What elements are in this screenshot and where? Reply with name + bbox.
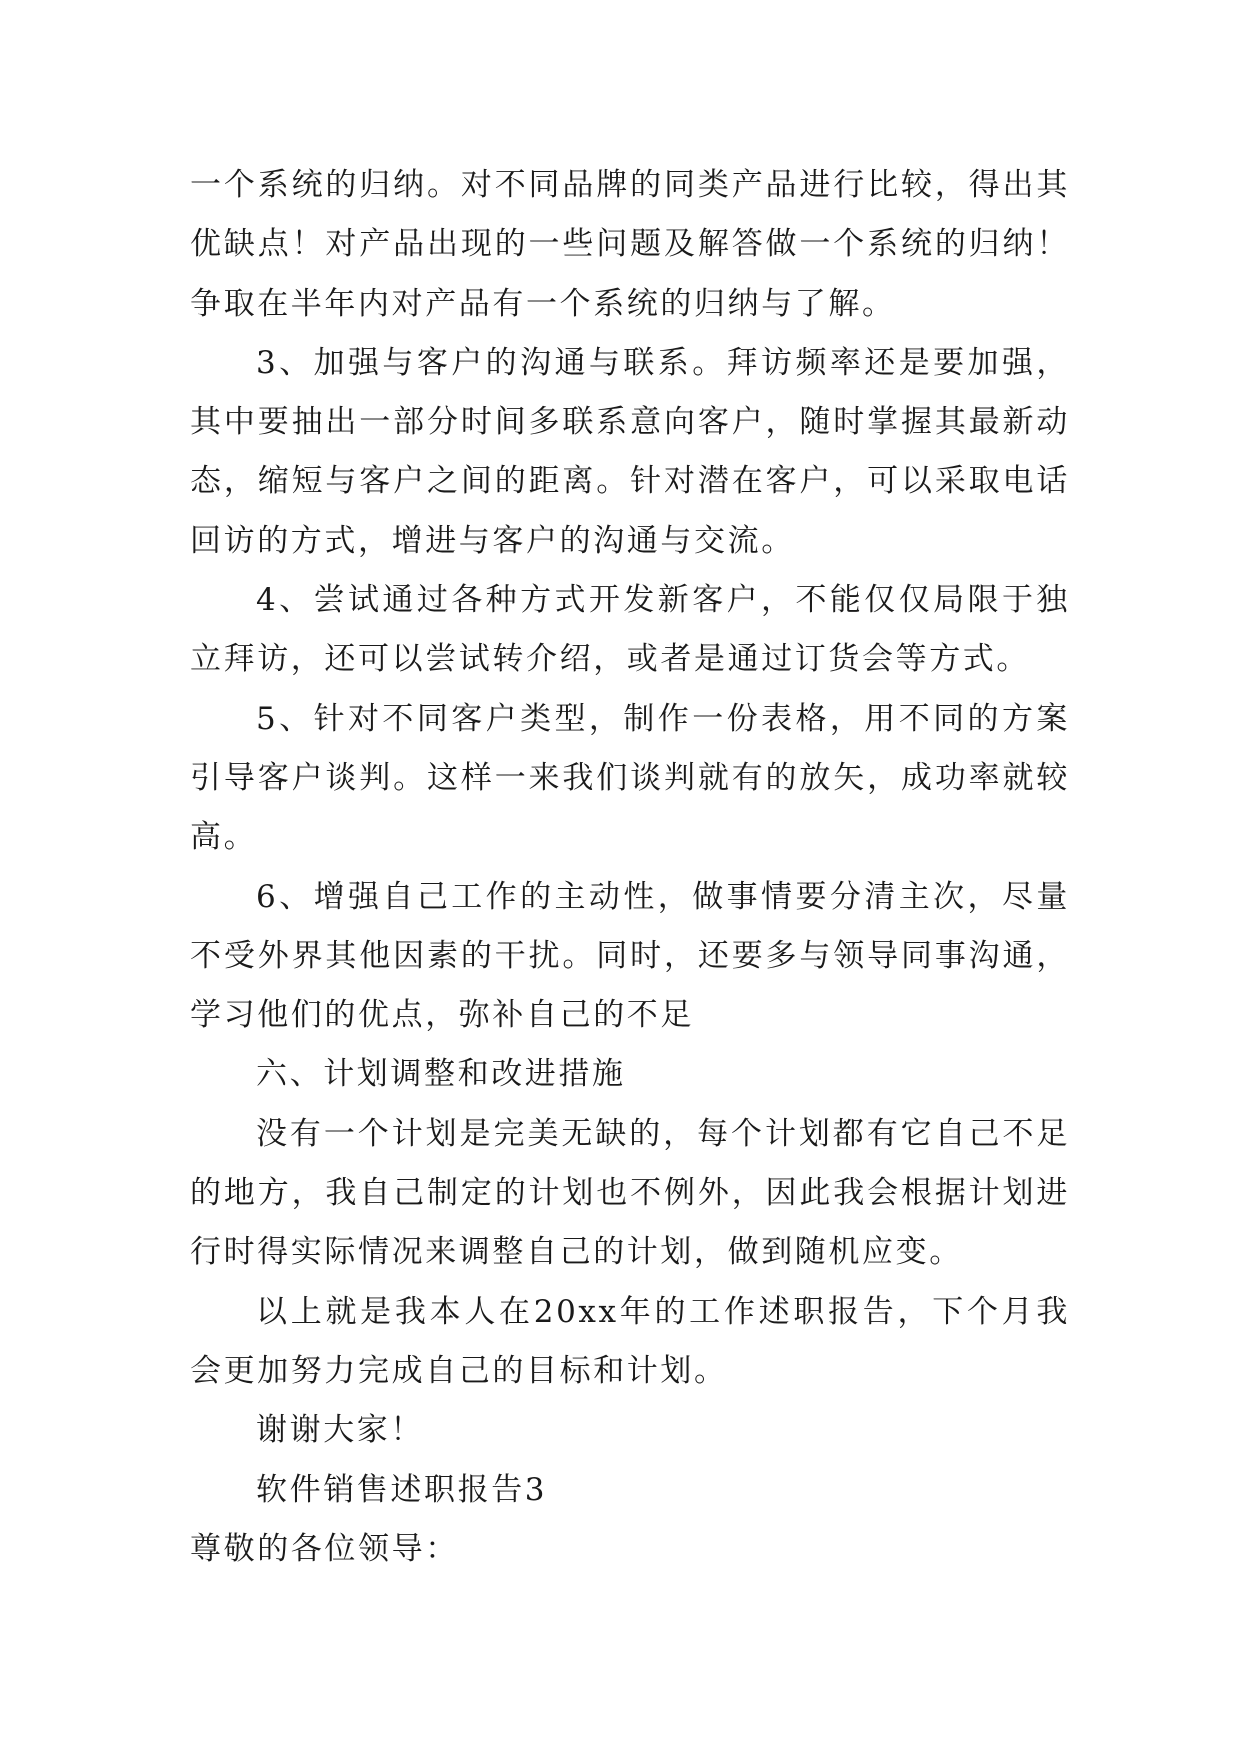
paragraph-conclusion: 以上就是我本人在20xx年的工作述职报告，下个月我会更加努力完成自己的目标和计划。 xyxy=(190,1293,1070,1389)
document-body xyxy=(190,156,1070,1579)
report-title: 软件销售述职报告3 xyxy=(256,1471,548,1508)
paragraph-plan-adjustment: 没有一个计划是完美无缺的，每个计划都有它自己不足的地方，我自己制定的计划也不例外，因此我会根据计划进行时得实际情况来调整自己的计划，做到随机应变。 xyxy=(190,1115,1070,1271)
paragraph-continued: 一个系统的归纳。对不同品牌的同类产品进行比较，得出其优缺点！对产品出现的一些问题及解答做一个系统的归纳！争取在半年内对产品有一个系统的归纳与了解。 xyxy=(190,167,1070,322)
paragraph-item-4: 4、尝试通过各种方式开发新客户，不能仅仅局限于独立拜访，还可以尝试转介绍，或者是通过订货会等方式。 xyxy=(190,582,1070,678)
paragraph-thanks: 谢谢大家！ xyxy=(256,1412,424,1449)
paragraph-item-5: 5、针对不同客户类型，制作一份表格，用不同的方案引导客户谈判。这样一来我们谈判就有的放矢，成功率就较高。 xyxy=(190,700,1070,856)
paragraph-item-3: 3、加强与客户的沟通与联系。拜访频率还是要加强，其中要抽出一部分时间多联系意向客户，随时掌握其最新动态，缩短与客户之间的距离。针对潜在客户，可以采取电话回访的方式，增进与客户的沟通与交流。 xyxy=(190,344,1070,559)
salutation: 尊敬的各位领导： xyxy=(190,1530,459,1567)
paragraph-item-6: 6、增强自己工作的主动性，做事情要分清主次，尽量不受外界其他因素的干扰。同时，还要多与领导同事沟通，学习他们的优点，弥补自己的不足 xyxy=(190,878,1070,1034)
section-heading: 六、计划调整和改进措施 xyxy=(256,1056,626,1093)
